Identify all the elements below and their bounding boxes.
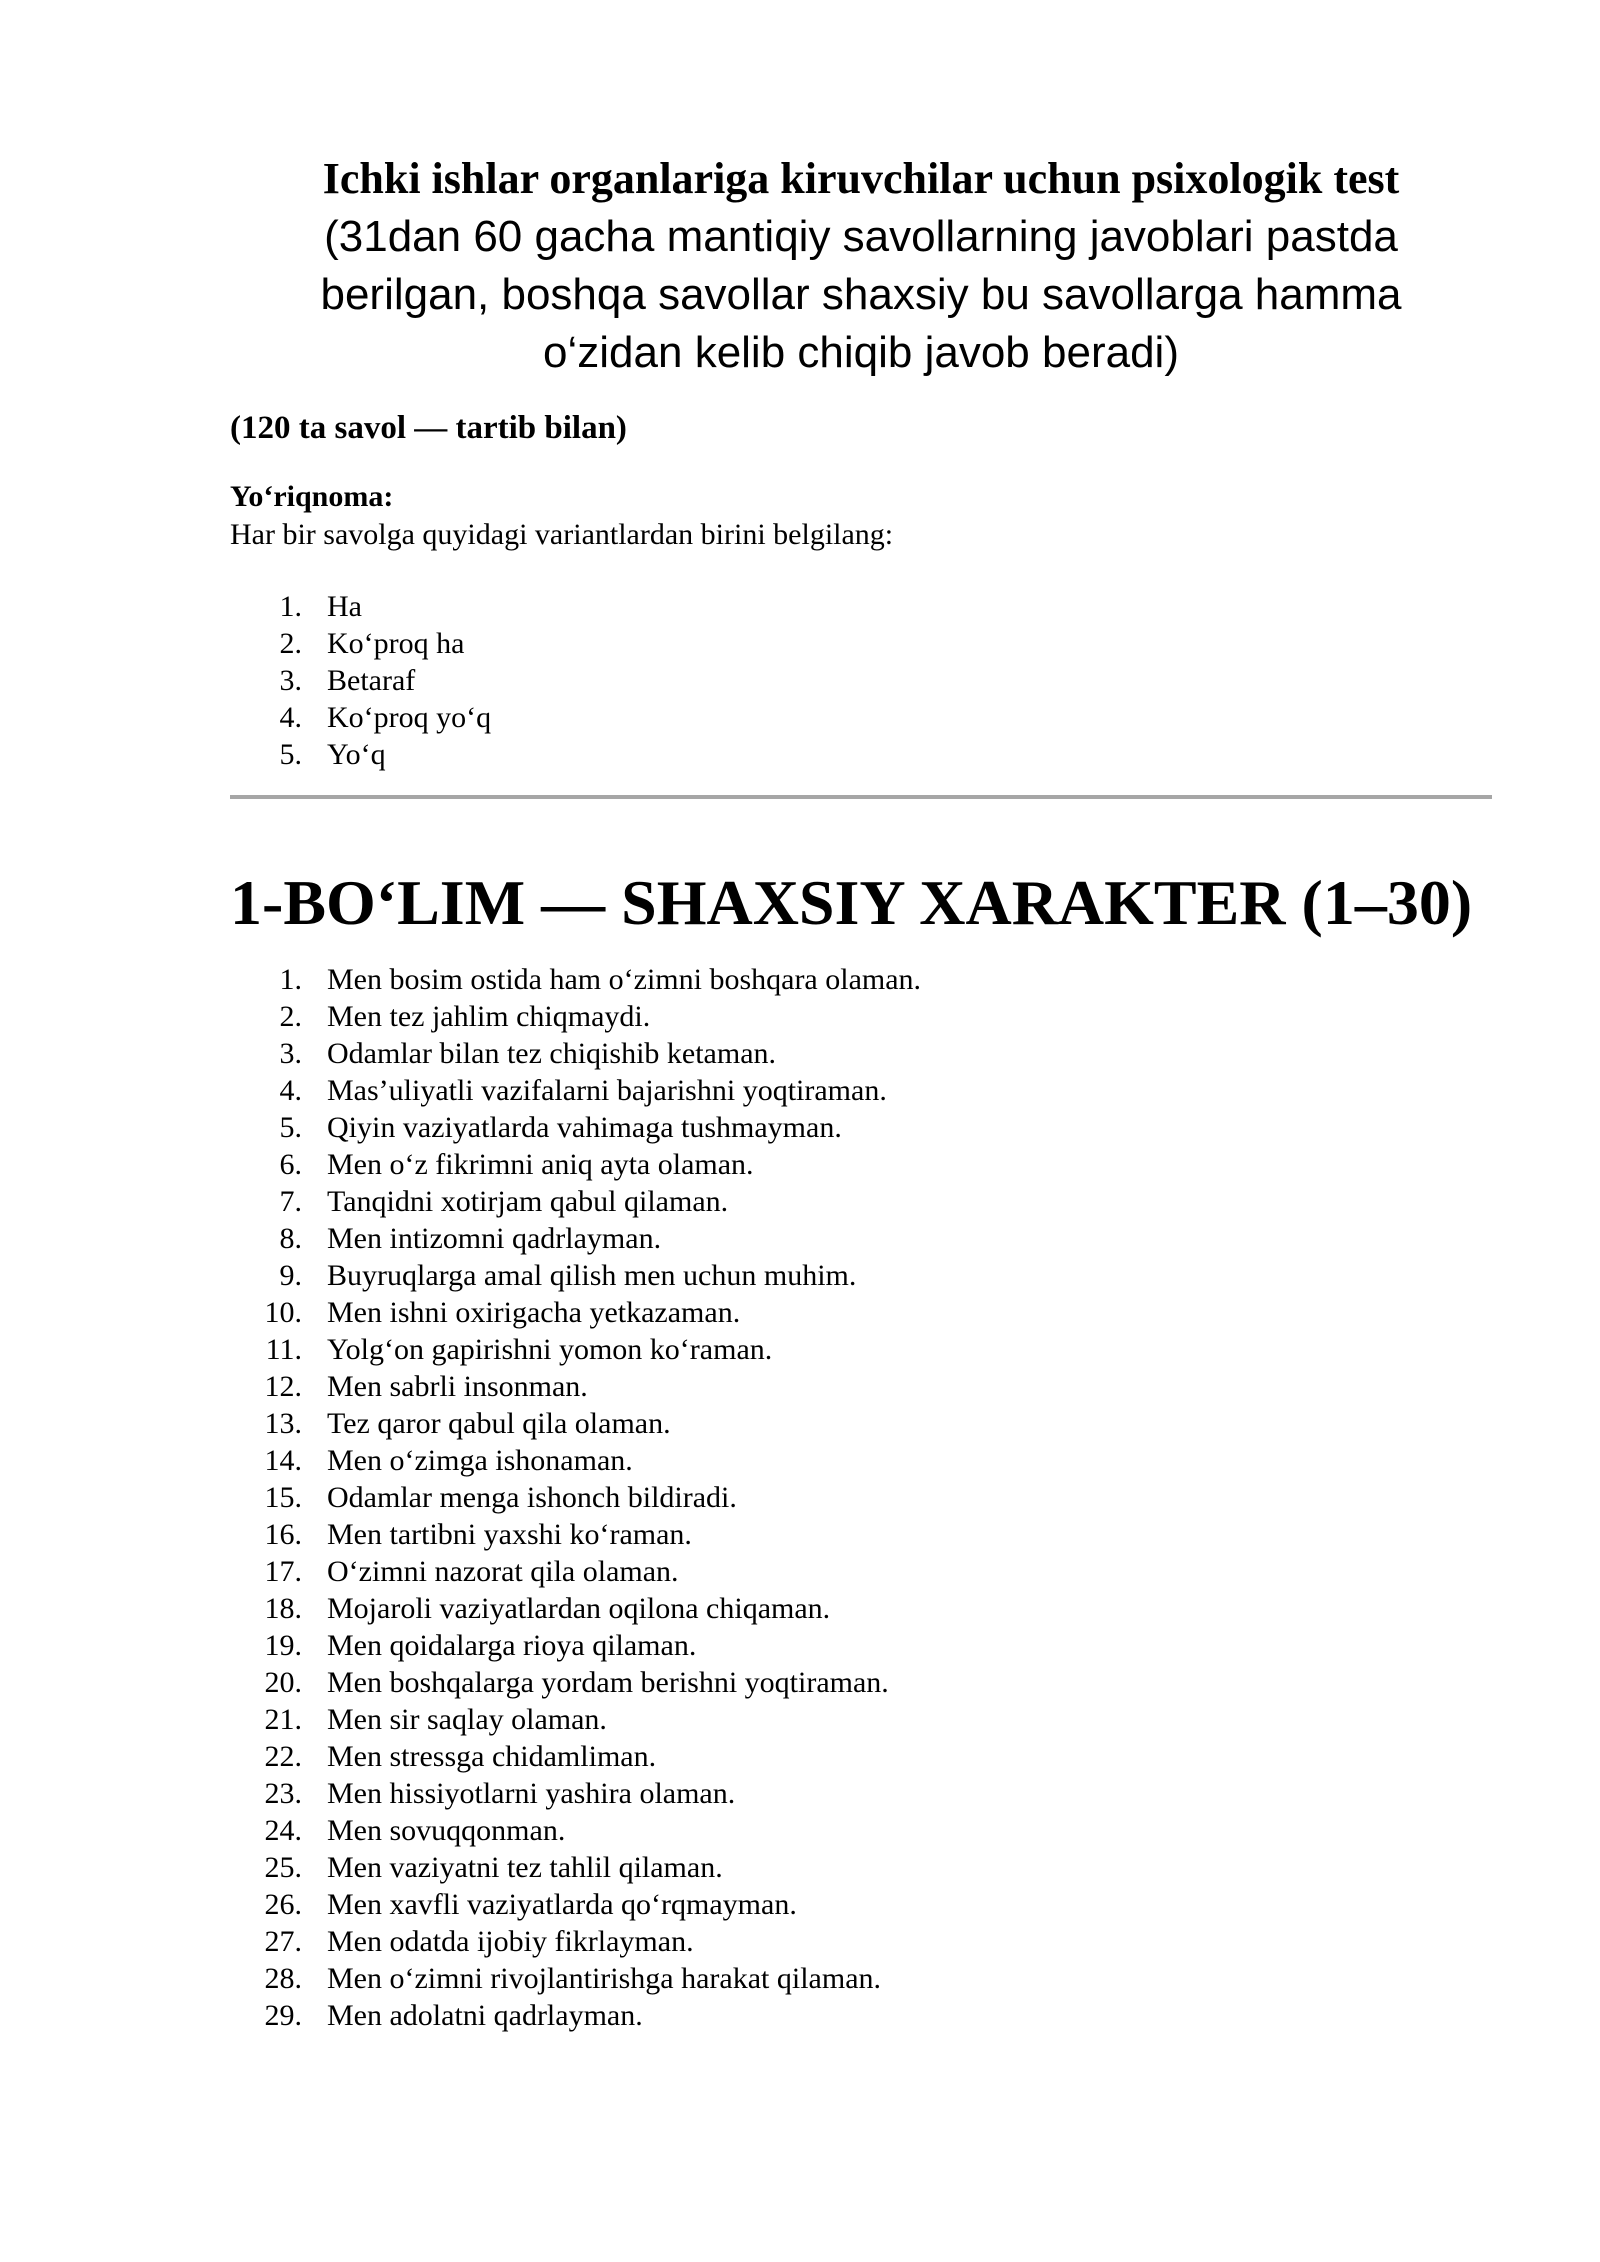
answer-option: [230, 625, 1492, 662]
list-number: 22.: [264, 1740, 302, 1773]
answer-option: [230, 662, 1492, 699]
question-text: O‘zimni nazorat qila olaman.: [327, 1555, 679, 1588]
question-item: [230, 1368, 1492, 1405]
list-number: 5.: [279, 1111, 302, 1144]
question-text: Men boshqalarga yordam berishni yoqtiraman.: [327, 1666, 889, 1699]
question-text: Mojaroli vaziyatlardan oqilona chiqaman.: [327, 1592, 831, 1625]
question-text: Men adolatni qadrlayman.: [327, 1999, 643, 2032]
question-item: [230, 1257, 1492, 1294]
list-number: 10.: [264, 1296, 302, 1329]
question-item: [230, 1886, 1492, 1923]
list-number: 19.: [264, 1629, 302, 1662]
question-text: Tanqidni xotirjam qabul qilaman.: [327, 1185, 729, 1218]
list-number: 9.: [279, 1259, 302, 1292]
question-text: Odamlar bilan tez chiqishib ketaman.: [327, 1037, 777, 1070]
question-text: Tez qaror qabul qila olaman.: [327, 1407, 671, 1440]
question-text: Men sabrli insonman.: [327, 1370, 588, 1403]
title-block: [230, 150, 1492, 382]
question-text: Men sir saqlay olaman.: [327, 1703, 607, 1736]
question-text: Men sovuqqonman.: [327, 1814, 566, 1847]
list-number: 21.: [264, 1703, 302, 1736]
list-number: 3.: [279, 1037, 302, 1070]
question-text: Mas’uliyatli vazifalarni bajarishni yoqtiraman.: [327, 1074, 887, 1107]
question-text: Men ishni oxirigacha yetkazaman.: [327, 1296, 741, 1329]
question-item: [230, 1035, 1492, 1072]
question-item: [230, 1442, 1492, 1479]
question-item: [230, 1664, 1492, 1701]
question-item: [230, 1923, 1492, 1960]
option-label: Ko‘proq ha: [327, 627, 465, 660]
list-number: 4.: [279, 1074, 302, 1107]
question-item: [230, 1627, 1492, 1664]
question-item: [230, 1701, 1492, 1738]
question-item: [230, 998, 1492, 1035]
question-text: Men qoidalarga rioya qilaman.: [327, 1629, 697, 1662]
answer-options-list: [230, 588, 1492, 773]
answer-option: [230, 588, 1492, 625]
list-number: 24.: [264, 1814, 302, 1847]
list-number: 28.: [264, 1962, 302, 1995]
question-item: [230, 961, 1492, 998]
question-text: Men odatda ijobiy fikrlayman.: [327, 1925, 694, 1958]
question-item: [230, 1146, 1492, 1183]
question-text: Men o‘zimga ishonaman.: [327, 1444, 633, 1477]
question-text: Men intizomni qadrlayman.: [327, 1222, 662, 1255]
question-text: Men xavfli vaziyatlarda qo‘rqmayman.: [327, 1888, 797, 1921]
list-number: 4.: [279, 701, 302, 734]
list-number: 16.: [264, 1518, 302, 1551]
question-item: [230, 1294, 1492, 1331]
question-text: Men tartibni yaxshi ko‘raman.: [327, 1518, 692, 1551]
question-text: Men bosim ostida ham o‘zimni boshqara olaman.: [327, 963, 922, 996]
question-text: Men vaziyatni tez tahlil qilaman.: [327, 1851, 723, 1884]
question-text: Qiyin vaziyatlarda vahimaga tushmayman.: [327, 1111, 842, 1144]
option-label: Ko‘proq yo‘q: [327, 701, 492, 734]
question-text: Men stressga chidamliman.: [327, 1740, 657, 1773]
option-label: Betaraf: [327, 664, 416, 697]
list-number: 12.: [264, 1370, 302, 1403]
question-item: [230, 1109, 1492, 1146]
list-number: 7.: [279, 1185, 302, 1218]
document-subtitle: (31dan 60 gacha mantiqiy savollarning javoblari pastda berilgan, boshqa savollar shaxsiy bu savollarga hamma o‘zidan kelib chiqib javob beradi): [320, 212, 1402, 377]
list-number: 18.: [264, 1592, 302, 1625]
question-item: [230, 1072, 1492, 1109]
question-item: [230, 1960, 1492, 1997]
list-number: 5.: [279, 738, 302, 771]
list-number: 2.: [279, 627, 302, 660]
question-text: Men o‘zimni rivojlantirishga harakat qilaman.: [327, 1962, 882, 1995]
list-number: 26.: [264, 1888, 302, 1921]
document-title: Ichki ishlar organlariga kiruvchilar uchun psixologik test: [322, 154, 1400, 203]
list-number: 20.: [264, 1666, 302, 1699]
list-number: 3.: [279, 664, 302, 697]
section-title: 1-BO‘LIM — SHAXSIY XARAKTER (1–30): [230, 867, 1473, 938]
question-item: [230, 1331, 1492, 1368]
question-item: [230, 1812, 1492, 1849]
list-number: 14.: [264, 1444, 302, 1477]
list-number: 27.: [264, 1925, 302, 1958]
list-number: 1.: [279, 590, 302, 623]
question-item: [230, 1775, 1492, 1812]
guide-heading: Yo‘riqnoma:: [230, 480, 394, 513]
option-label: Yo‘q: [327, 738, 386, 771]
list-number: 2.: [279, 1000, 302, 1033]
question-item: [230, 1849, 1492, 1886]
list-number: 8.: [279, 1222, 302, 1255]
list-number: 29.: [264, 1999, 302, 2032]
answer-option: [230, 736, 1492, 773]
guide-text: Har bir savolga quyidagi variantlardan birini belgilang:: [230, 518, 894, 551]
question-item: [230, 1738, 1492, 1775]
list-number: 11.: [265, 1333, 302, 1366]
questions-list: [230, 961, 1492, 2034]
question-text: Men o‘z fikrimni aniq ayta olaman.: [327, 1148, 754, 1181]
list-number: 25.: [264, 1851, 302, 1884]
question-text: Odamlar menga ishonch bildiradi.: [327, 1481, 737, 1514]
question-item: [230, 1183, 1492, 1220]
list-number: 23.: [264, 1777, 302, 1810]
list-number: 17.: [264, 1555, 302, 1588]
question-item: [230, 1553, 1492, 1590]
answer-option: [230, 699, 1492, 736]
question-text: Men tez jahlim chiqmaydi.: [327, 1000, 651, 1033]
option-label: Ha: [327, 590, 362, 623]
question-count-line: (120 ta savol — tartib bilan): [230, 410, 627, 446]
question-item: [230, 1220, 1492, 1257]
question-item: [230, 1405, 1492, 1442]
question-text: Buyruqlarga amal qilish men uchun muhim.: [327, 1259, 857, 1292]
question-item: [230, 1590, 1492, 1627]
question-text: Men hissiyotlarni yashira olaman.: [327, 1777, 736, 1810]
list-number: 6.: [279, 1148, 302, 1181]
question-item: [230, 1479, 1492, 1516]
horizontal-divider: [230, 795, 1492, 799]
list-number: 13.: [264, 1407, 302, 1440]
document-page: [230, 150, 1492, 2034]
list-number: 1.: [279, 963, 302, 996]
question-item: [230, 1516, 1492, 1553]
question-item: [230, 1997, 1492, 2034]
list-number: 15.: [264, 1481, 302, 1514]
question-text: Yolg‘on gapirishni yomon ko‘raman.: [327, 1333, 773, 1366]
